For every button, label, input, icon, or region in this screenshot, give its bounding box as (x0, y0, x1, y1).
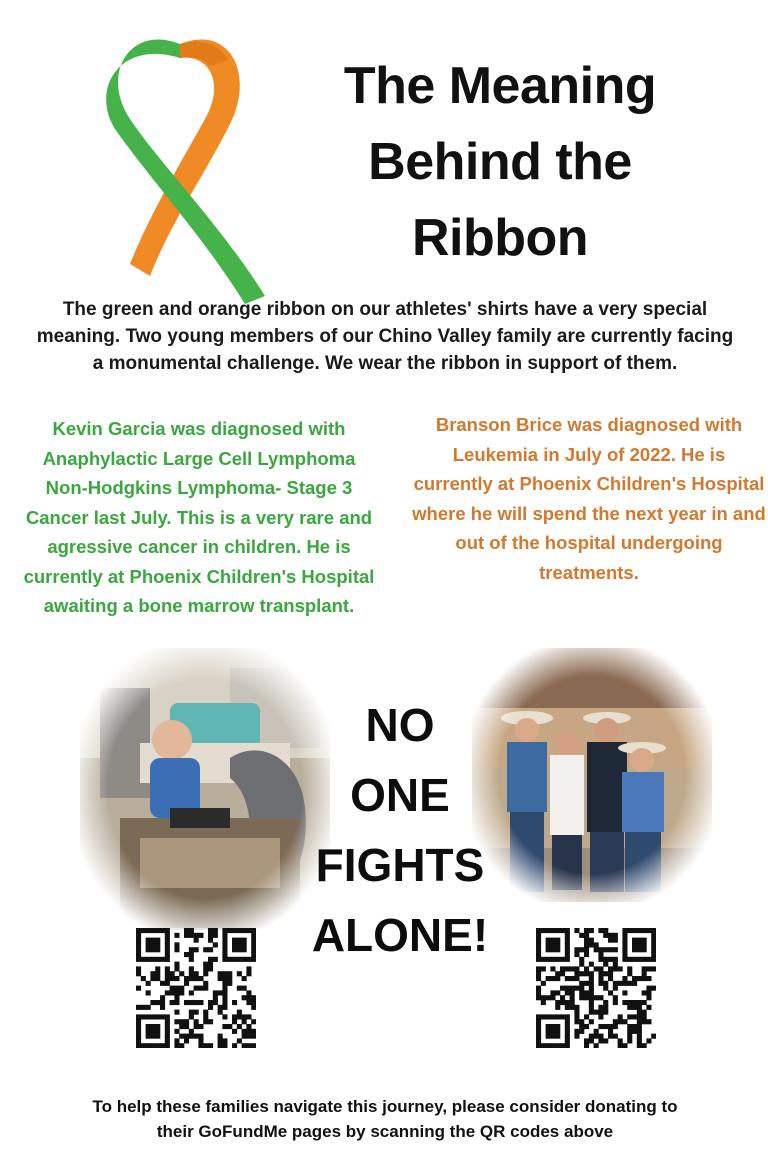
footer-line: To help these families navigate this journey, please consider donating to (92, 1097, 678, 1116)
awareness-ribbon-icon (80, 14, 280, 304)
title-line: The Meaning (343, 57, 657, 115)
slogan (305, 690, 495, 970)
title-line: Ribbon (411, 209, 589, 267)
kevin-story: Kevin Garcia was diagnosed with Anaphylactic Large Cell Lymphoma Non-Hodgkins Lymphoma- Stage 3 Cancer last July. This is a very rare and agressive cancer in children. He is currently at Phoenix Children's Hospital awaiting a bone marrow transplant. (23, 418, 375, 616)
kevin-gofundme-qr-code[interactable] (136, 928, 256, 1048)
slogan-line: NO (365, 699, 435, 751)
slogan-line: ONE (350, 769, 450, 821)
slogan-line: FIGHTS (315, 839, 485, 891)
branson-gofundme-qr-code[interactable] (536, 928, 656, 1048)
slogan-line: ALONE! (311, 909, 489, 961)
footer-line: their GoFundMe pages by scanning the QR codes above (156, 1122, 614, 1141)
donation-call-to-action (30, 1094, 740, 1144)
page-title (330, 48, 670, 276)
intro-paragraph: The green and orange ribbon on our athletes' shirts have a very special meaning. Two young members of our Chino Valley family are currently facing a monumental challenge. We wear the ribbon in support of them. (36, 299, 734, 374)
branson-story: Branson Brice was diagnosed with Leukemia in July of 2022. He is currently at Phoenix Children's Hospital where he will spend the next year in and out of the hospital undergoing treatments. (412, 414, 766, 583)
brice-family-photo (472, 648, 712, 902)
title-line: Behind the (368, 133, 632, 191)
kevin-hospital-photo (80, 648, 330, 930)
